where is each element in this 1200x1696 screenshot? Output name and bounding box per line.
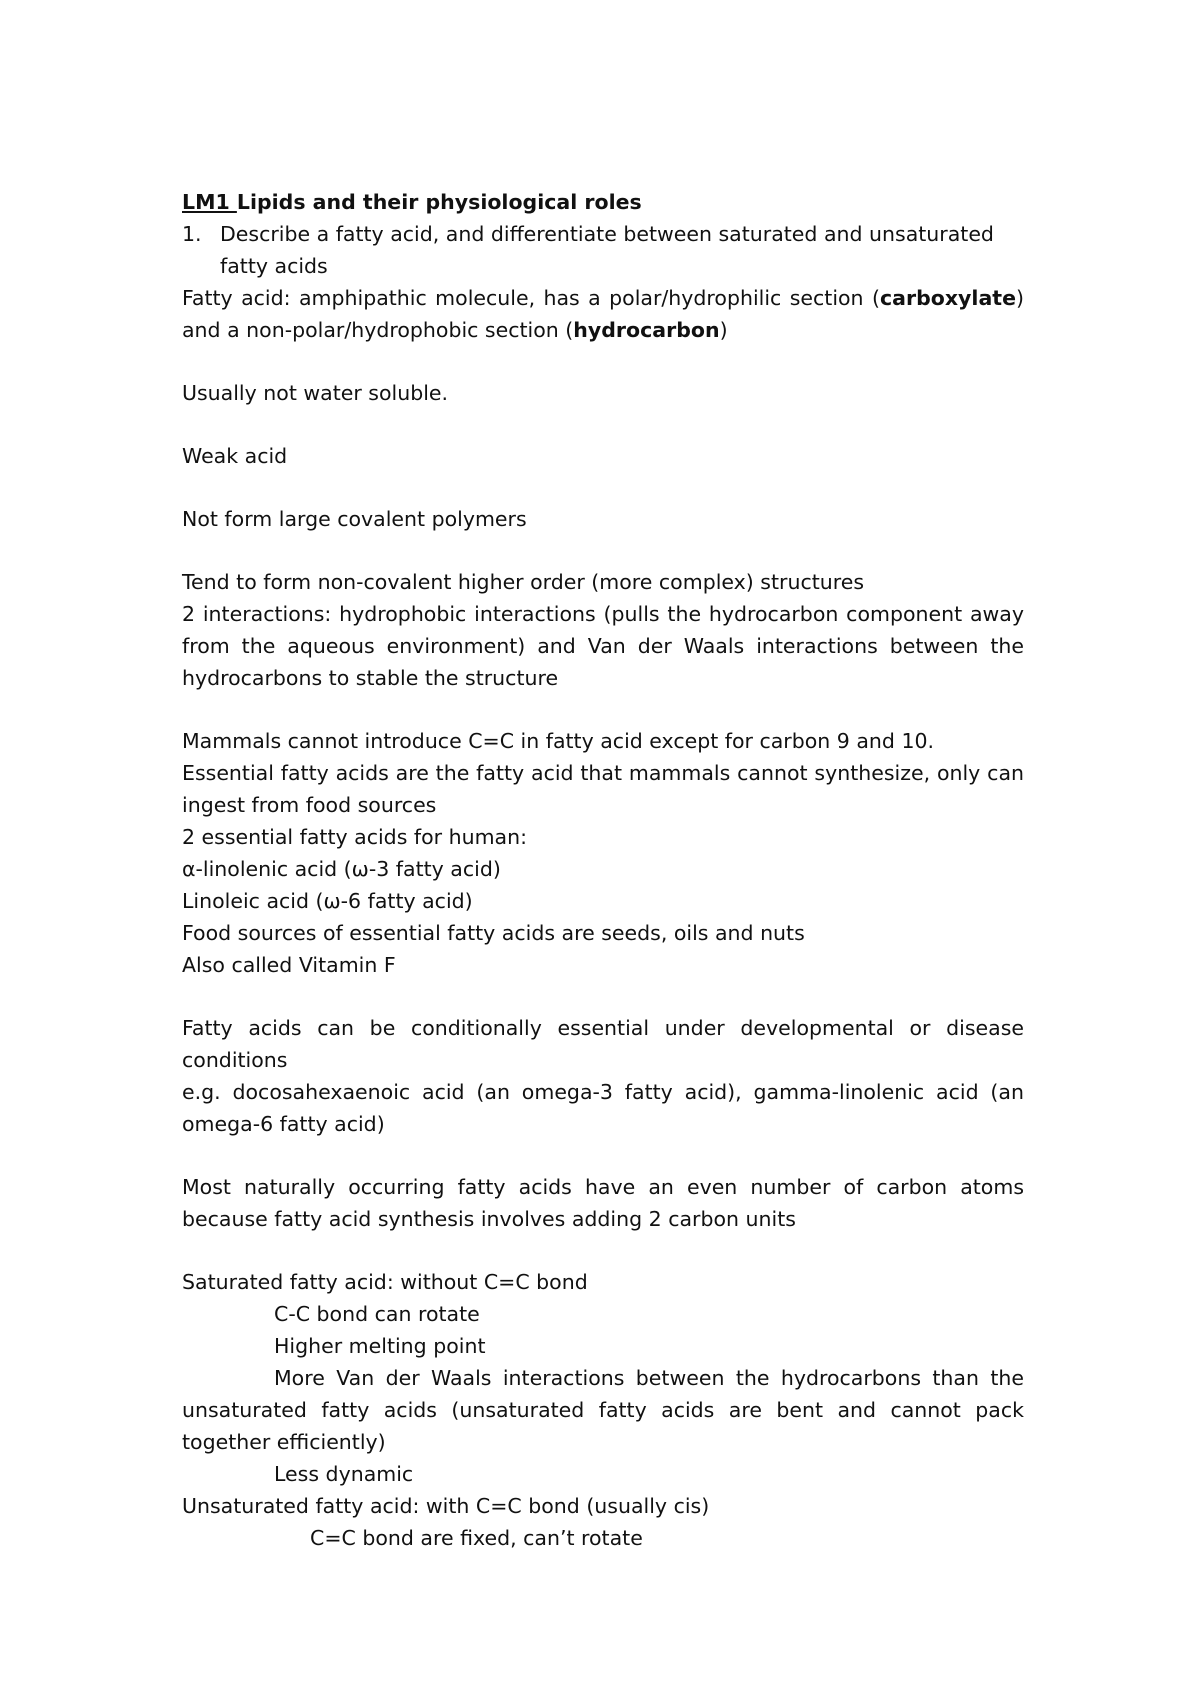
water-solubility: Usually not water soluble. [182,381,449,405]
conditional-example: e.g. docosahexaenoic acid (an omega-3 fatty acid), gamma-linolenic acid (an omega-6 fatty acid) [182,1080,1024,1136]
question-line-2: fatty acids [220,254,328,278]
polymers-note: Not form large covalent polymers [182,507,527,531]
question-body [220,218,1024,282]
def-bold-hydrocarbon: hydrocarbon [573,318,720,342]
spacer [182,981,1024,1012]
structures-note: Tend to form non-covalent higher order (more complex) structures [182,570,865,594]
question-item [182,218,1024,282]
saturated-melting: Higher melting point [274,1334,486,1358]
def-bold-carboxylate: carboxylate [879,286,1016,310]
saturated-vdw-rest: unsaturated fatty acids (unsaturated fatty acids are bent and cannot pack together efficiently) [182,1398,1024,1454]
alpha-linolenic: α-linolenic acid (ω-3 fatty acid) [182,857,501,881]
spacer [182,694,1024,725]
essential-definition: Essential fatty acids are the fatty acid that mammals cannot synthesize, only can ingest from food sources [182,761,1024,817]
essential-count: 2 essential fatty acids for human: [182,825,528,849]
weak-acid: Weak acid [182,444,288,468]
unsaturated-heading: Unsaturated fatty acid: with C=C bond (usually cis) [182,1494,710,1518]
spacer [182,1140,1024,1171]
spacer [182,409,1024,440]
saturated-rotate: C-C bond can rotate [274,1302,480,1326]
document-page [182,186,1024,1554]
even-number-note: Most naturally occurring fatty acids have an even number of carbon atoms because fatty acid synthesis involves adding 2 carbon units [182,1175,1024,1231]
saturated-heading: Saturated fatty acid: without C=C bond [182,1270,588,1294]
question-line-1: Describe a fatty acid, and differentiate between saturated and unsaturated [220,222,994,246]
page-title [182,186,1024,218]
question-number: 1. [182,222,202,246]
fatty-acid-definition [182,282,1024,346]
conditional-essential: Fatty acids can be conditionally essential under developmental or disease conditions [182,1016,1024,1072]
mammals-note: Mammals cannot introduce C=C in fatty acid except for carbon 9 and 10. [182,729,935,753]
interactions-note: 2 interactions: hydrophobic interactions (pulls the hydrocarbon component away from the aqueous environment) and Van der Waals interactions between the hydrocarbons to stable the structure [182,602,1024,690]
spacer [182,346,1024,377]
spacer [182,472,1024,503]
title-text: Lipids and their physiological roles [236,190,642,214]
def-part-1: Fatty acid: amphipathic molecule, has a polar/hydrophilic section ( [182,286,880,310]
vitamin-f: Also called Vitamin F [182,953,396,977]
saturated-dynamic: Less dynamic [274,1462,414,1486]
spacer [182,1235,1024,1266]
title-code: LM1 [182,190,237,214]
def-part-3: ) [719,318,728,342]
def-part-2: ) and a non-polar/hydrophobic section ( [182,286,1024,342]
linoleic: Linoleic acid (ω-6 fatty acid) [182,889,473,913]
spacer [182,535,1024,566]
saturated-vdw-first: More Van der Waals interactions between the hydrocarbons than the [274,1366,1024,1390]
unsaturated-fixed: C=C bond are fixed, can’t rotate [310,1526,643,1550]
food-sources: Food sources of essential fatty acids are seeds, oils and nuts [182,921,805,945]
